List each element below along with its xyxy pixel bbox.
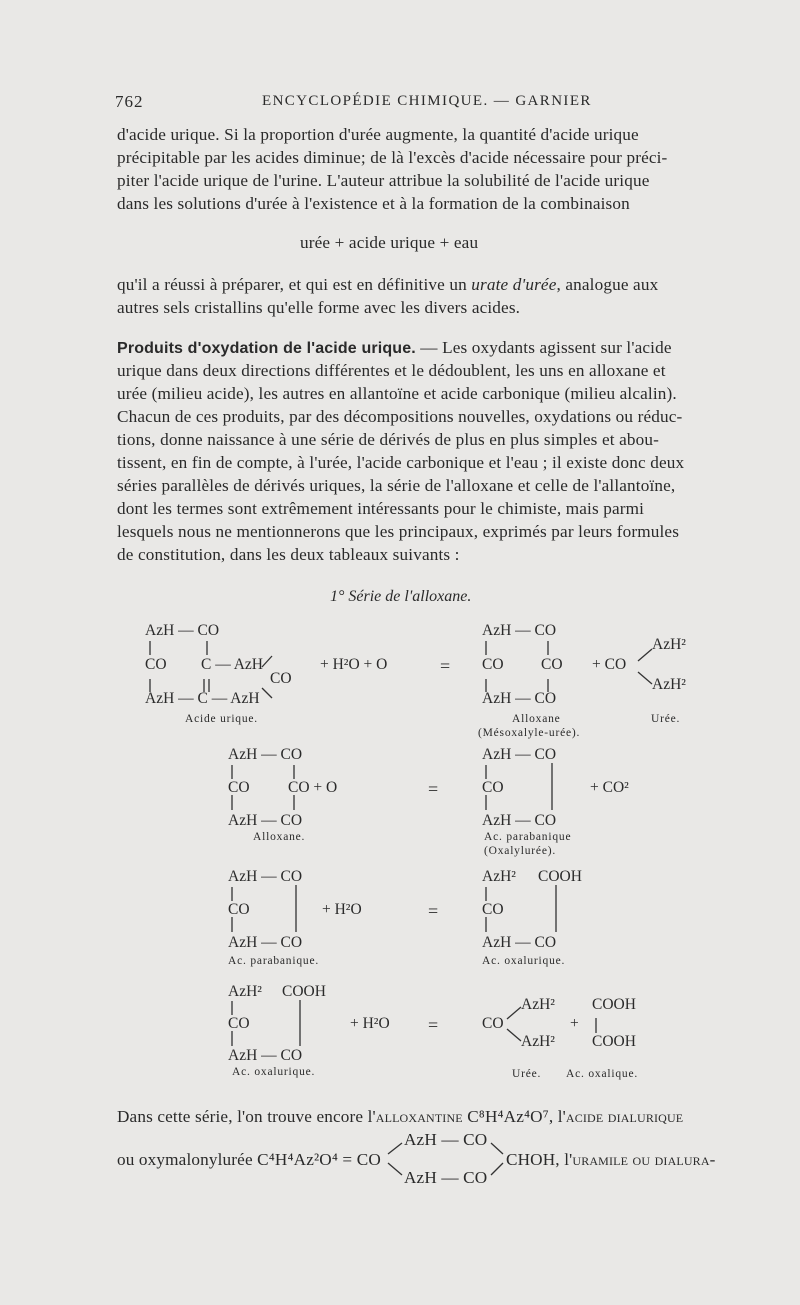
r3-oxaluric-t1b: COOH: [538, 868, 582, 885]
r2-parabanic-t3: AzH — CO: [482, 812, 557, 829]
series-title: 1° Série de l'alloxane.: [330, 588, 472, 605]
r4-equals: =: [428, 1015, 439, 1035]
r1-alloxane-t4: AzH — CO: [482, 690, 557, 707]
r1-uric-caption: Acide urique.: [185, 713, 258, 725]
section-line-7: séries parallèles de dérivés uriques, la série de l'alloxane et celle de l'allantoïne,: [117, 476, 676, 495]
r3-parabanic-t2: CO: [228, 901, 250, 918]
r2-parabanic-caption-2: (Oxalylurée).: [484, 845, 557, 857]
footer-l2-end: [506, 1150, 716, 1170]
footer-l2-start: ou oxymalonylurée C⁴H⁴Az²O⁴ = CO: [117, 1150, 381, 1169]
r3-plus-water: + H²O: [322, 901, 362, 918]
running-title: ENCYCLOPÉDIE CHIMIQUE. — GARNIER: [262, 93, 592, 109]
r4-oxalic-c1: COOH: [592, 996, 636, 1013]
para2-text-b: , analogue aux: [556, 275, 659, 294]
r2-parabanic-t1: AzH — CO: [482, 746, 557, 763]
r4-oxaluric-caption: Ac. oxalurique.: [232, 1066, 316, 1078]
r3-equals: =: [428, 901, 439, 921]
section-line-1-rest: — Les oxydants agissent sur l'acide: [415, 338, 672, 357]
section-line-1: [117, 338, 672, 358]
r1-uric-t5: AzH — C — AzH: [145, 690, 260, 707]
section-line-5: tions, donne naissance à une série de dérivés de plus en plus simples et abou-: [117, 430, 659, 449]
section-line-10: de constitution, dans les deux tableaux suivants :: [117, 545, 460, 564]
r1-uric-t1: AzH — CO: [145, 622, 220, 639]
footer-l2-top: AzH — CO: [404, 1130, 488, 1149]
r4-oxaluric-t2: CO: [228, 1015, 250, 1032]
section-heading: Produits d'oxydation de l'acide urique.: [117, 340, 416, 357]
para2-line-2: autres sels cristallins qu'elle forme avec les divers acides.: [117, 298, 521, 317]
r4-oxaluric-t1: AzH²: [228, 983, 262, 1000]
r2-plus-co2: + CO²: [590, 779, 629, 796]
r1-urea-t2: AzH²: [652, 676, 686, 693]
footer-alloxantine: alloxantine: [375, 1107, 463, 1126]
page-number: 762: [115, 92, 144, 111]
r1-uric-t3: C — AzH: [201, 656, 263, 673]
footer-uramile: uramile ou dialura-: [572, 1150, 716, 1169]
r4-urea-caption: Urée.: [512, 1068, 542, 1080]
r2-alloxane-t2: CO: [228, 779, 250, 796]
r1-alloxane-caption-2: (Mésoxalyle-urée).: [478, 727, 581, 739]
para2-text-a: qu'il a réussi à préparer, et qui est en définitive un: [117, 275, 472, 294]
r3-oxaluric-t3: AzH — CO: [482, 934, 557, 951]
section-line-8: dont les termes sont extrêmement intéressants pour le chimiste, mais parmi: [117, 499, 645, 518]
r2-equals: =: [428, 779, 439, 799]
r3-parabanic-caption: Ac. parabanique.: [228, 955, 320, 967]
r3-parabanic-t3: AzH — CO: [228, 934, 303, 951]
r1-alloxane-caption: Alloxane: [512, 713, 561, 725]
footer-l1-start: Dans cette série, l'on trouve encore l': [117, 1107, 376, 1126]
r3-oxaluric-t2: CO: [482, 901, 504, 918]
r2-alloxane-t4: AzH — CO: [228, 812, 303, 829]
r2-alloxane-t1: AzH — CO: [228, 746, 303, 763]
r1-alloxane-t3: CO: [541, 656, 563, 673]
r1-plus-co: + CO: [592, 656, 627, 673]
section-line-9: lesquels nous ne mentionnerons que les principaux, exprimés par leurs formules: [117, 522, 680, 541]
r4-urea-a2: AzH²: [521, 1033, 555, 1050]
r4-oxalic-caption: Ac. oxalique.: [566, 1068, 639, 1080]
r4-plus-water: + H²O: [350, 1015, 390, 1032]
r1-alloxane-t2: CO: [482, 656, 504, 673]
combination-equation: urée + acide urique + eau: [300, 233, 479, 252]
r4-urea-a1: AzH²: [521, 996, 555, 1013]
r4-plus: +: [570, 1015, 579, 1032]
r2-alloxane-t3: CO + O: [288, 779, 338, 796]
r1-urea-caption: Urée.: [651, 713, 681, 725]
para1-line-4: dans les solutions d'urée à l'existence et à la formation de la combinaison: [117, 194, 630, 213]
section-line-2: urique dans deux directions différentes et le dédoublent, les uns en alloxane et: [117, 361, 666, 380]
r1-alloxane-t1: AzH — CO: [482, 622, 557, 639]
para2-line-1: [117, 275, 658, 295]
r4-oxalic-c2: COOH: [592, 1033, 636, 1050]
footer-acide-dialurique: acide dialurique: [565, 1107, 684, 1126]
r4-oxaluric-t3: AzH — CO: [228, 1047, 303, 1064]
footer-line-1: [117, 1107, 683, 1127]
r4-urea-co: CO: [482, 1015, 504, 1032]
footer-l1-formula: C⁸H⁴Az⁴O⁷, l': [462, 1107, 566, 1126]
para2-italic: urate d'urée: [471, 275, 557, 294]
r4-oxaluric-t1b: COOH: [282, 983, 326, 1000]
r3-oxaluric-t1: AzH²: [482, 868, 516, 885]
r1-uric-t2: CO: [145, 656, 167, 673]
para1-line-3: piter l'acide urique de l'urine. L'auteur attribue la solubilité de l'acide urique: [117, 171, 650, 190]
r2-parabanic-caption: Ac. parabanique: [484, 831, 572, 843]
r1-urea-t1: AzH²: [652, 636, 686, 653]
r2-parabanic-t2: CO: [482, 779, 504, 796]
r1-equals: =: [440, 656, 451, 676]
r2-alloxane-caption: Alloxane.: [253, 831, 306, 843]
r1-reagents: + H²O + O: [320, 656, 388, 673]
section-line-4: Chacun de ces produits, par des décompositions nouvelles, oxydations ou réduc-: [117, 407, 683, 426]
para1-line-1: d'acide urique. Si la proportion d'urée augmente, la quantité d'acide urique: [117, 125, 639, 144]
r3-oxaluric-caption: Ac. oxalurique.: [482, 955, 566, 967]
footer-l2-end-text: CHOH, l': [506, 1150, 573, 1169]
para1-line-2: précipitable par les acides diminue; de là l'excès d'acide nécessaire pour préci-: [117, 148, 668, 167]
footer-l2-bottom: AzH — CO: [404, 1168, 488, 1187]
section-line-6: tissent, en fin de compte, à l'urée, l'acide carbonique et l'eau ; il existe donc deux: [117, 453, 685, 472]
r1-uric-t4: CO: [270, 670, 292, 687]
section-line-3: urée (milieu acide), les autres en allantoïne et acide carbonique (milieu alcalin).: [117, 384, 677, 403]
r3-parabanic-t1: AzH — CO: [228, 868, 303, 885]
